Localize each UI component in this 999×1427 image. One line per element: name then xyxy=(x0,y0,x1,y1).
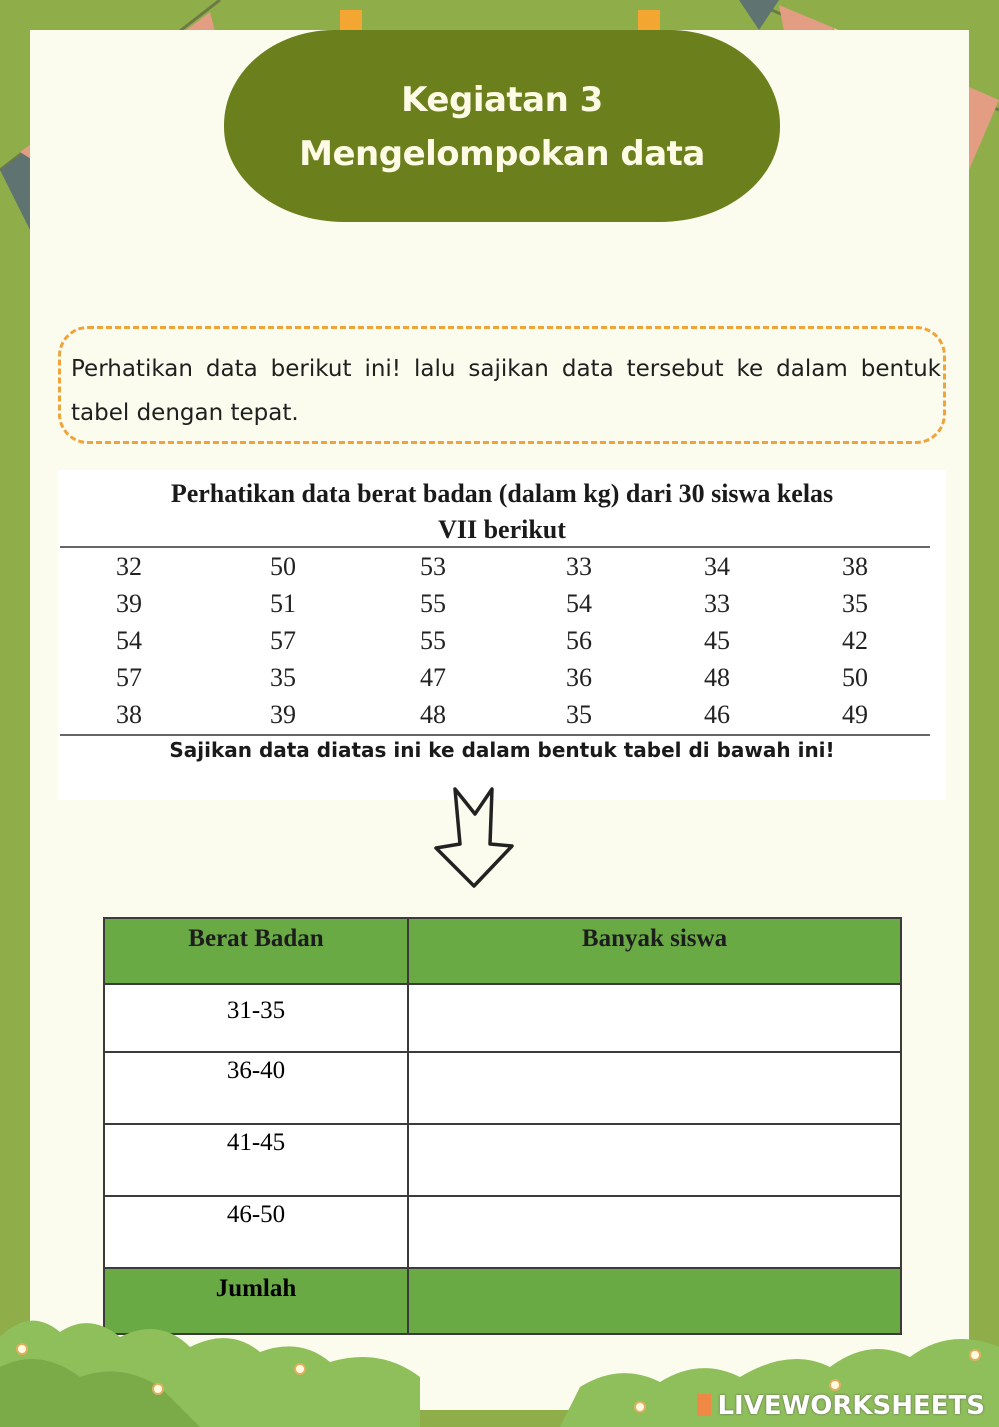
data-title xyxy=(58,476,946,548)
header-banyak-siswa: Banyak siswa xyxy=(408,918,901,984)
data-value: 51 xyxy=(270,588,296,618)
data-row xyxy=(68,585,928,622)
data-value: 32 xyxy=(116,551,142,581)
data-value: 54 xyxy=(116,625,142,655)
bottom-rule xyxy=(60,734,930,736)
title-line-2: Mengelompokan data xyxy=(299,134,705,174)
data-value: 34 xyxy=(704,551,730,581)
table-row xyxy=(104,1196,901,1268)
range-cell: 41-45 xyxy=(104,1124,408,1196)
instruction-text: Perhatikan data berikut ini! lalu sajikan data tersebut ke dalam bentuk tabel dengan tepat. xyxy=(71,356,941,426)
data-value: 53 xyxy=(420,551,446,581)
data-panel xyxy=(58,470,946,800)
data-value: 35 xyxy=(842,588,868,618)
answer-input-cell[interactable] xyxy=(408,984,901,1052)
data-title-line-2: VII berikut xyxy=(438,515,566,544)
range-cell: 31-35 xyxy=(104,984,408,1052)
data-value: 35 xyxy=(566,699,592,729)
data-row xyxy=(68,659,928,696)
total-label: Jumlah xyxy=(104,1268,408,1334)
table-row xyxy=(104,1124,901,1196)
data-row xyxy=(68,696,928,733)
data-grid xyxy=(68,548,928,733)
data-value: 46 xyxy=(704,699,730,729)
range-cell: 46-50 xyxy=(104,1196,408,1268)
data-value: 57 xyxy=(270,625,296,655)
data-value: 38 xyxy=(842,551,868,581)
data-title-line-1: Perhatikan data berat badan (dalam kg) dari 30 siswa kelas xyxy=(170,479,834,508)
data-value: 38 xyxy=(116,699,142,729)
logo-icon xyxy=(697,1394,711,1416)
answer-input-cell[interactable] xyxy=(408,1052,901,1124)
liveworksheets-logo[interactable] xyxy=(697,1391,985,1421)
data-row xyxy=(68,548,928,585)
instruction-box xyxy=(58,326,946,444)
data-value: 35 xyxy=(270,662,296,692)
data-value: 48 xyxy=(420,699,446,729)
data-value: 48 xyxy=(704,662,730,692)
answer-input-cell[interactable] xyxy=(408,1196,901,1268)
data-value: 45 xyxy=(704,625,730,655)
data-value: 55 xyxy=(420,625,446,655)
table-row xyxy=(104,1052,901,1124)
title-line-1: Kegiatan 3 xyxy=(401,80,603,120)
data-value: 56 xyxy=(566,625,592,655)
data-value: 47 xyxy=(420,662,446,692)
down-arrow-icon xyxy=(430,784,520,894)
data-value: 55 xyxy=(420,588,446,618)
data-value: 54 xyxy=(566,588,592,618)
data-value: 36 xyxy=(566,662,592,692)
answer-table-header xyxy=(104,918,901,984)
data-value: 42 xyxy=(842,625,868,655)
data-value: 49 xyxy=(842,699,868,729)
data-value: 33 xyxy=(704,588,730,618)
data-value: 50 xyxy=(842,662,868,692)
answer-table xyxy=(103,917,902,1335)
header-berat-badan: Berat Badan xyxy=(104,918,408,984)
data-value: 39 xyxy=(116,588,142,618)
data-value: 57 xyxy=(116,662,142,692)
data-row xyxy=(68,622,928,659)
data-value: 33 xyxy=(566,551,592,581)
table-row xyxy=(104,984,901,1052)
data-value: 50 xyxy=(270,551,296,581)
range-cell: 36-40 xyxy=(104,1052,408,1124)
logo-text: LIVEWORKSHEETS xyxy=(717,1391,985,1421)
data-value: 39 xyxy=(270,699,296,729)
answer-input-cell[interactable] xyxy=(408,1124,901,1196)
data-note: Sajikan data diatas ini ke dalam bentuk tabel di bawah ini! xyxy=(169,738,835,762)
title-banner xyxy=(224,30,780,222)
